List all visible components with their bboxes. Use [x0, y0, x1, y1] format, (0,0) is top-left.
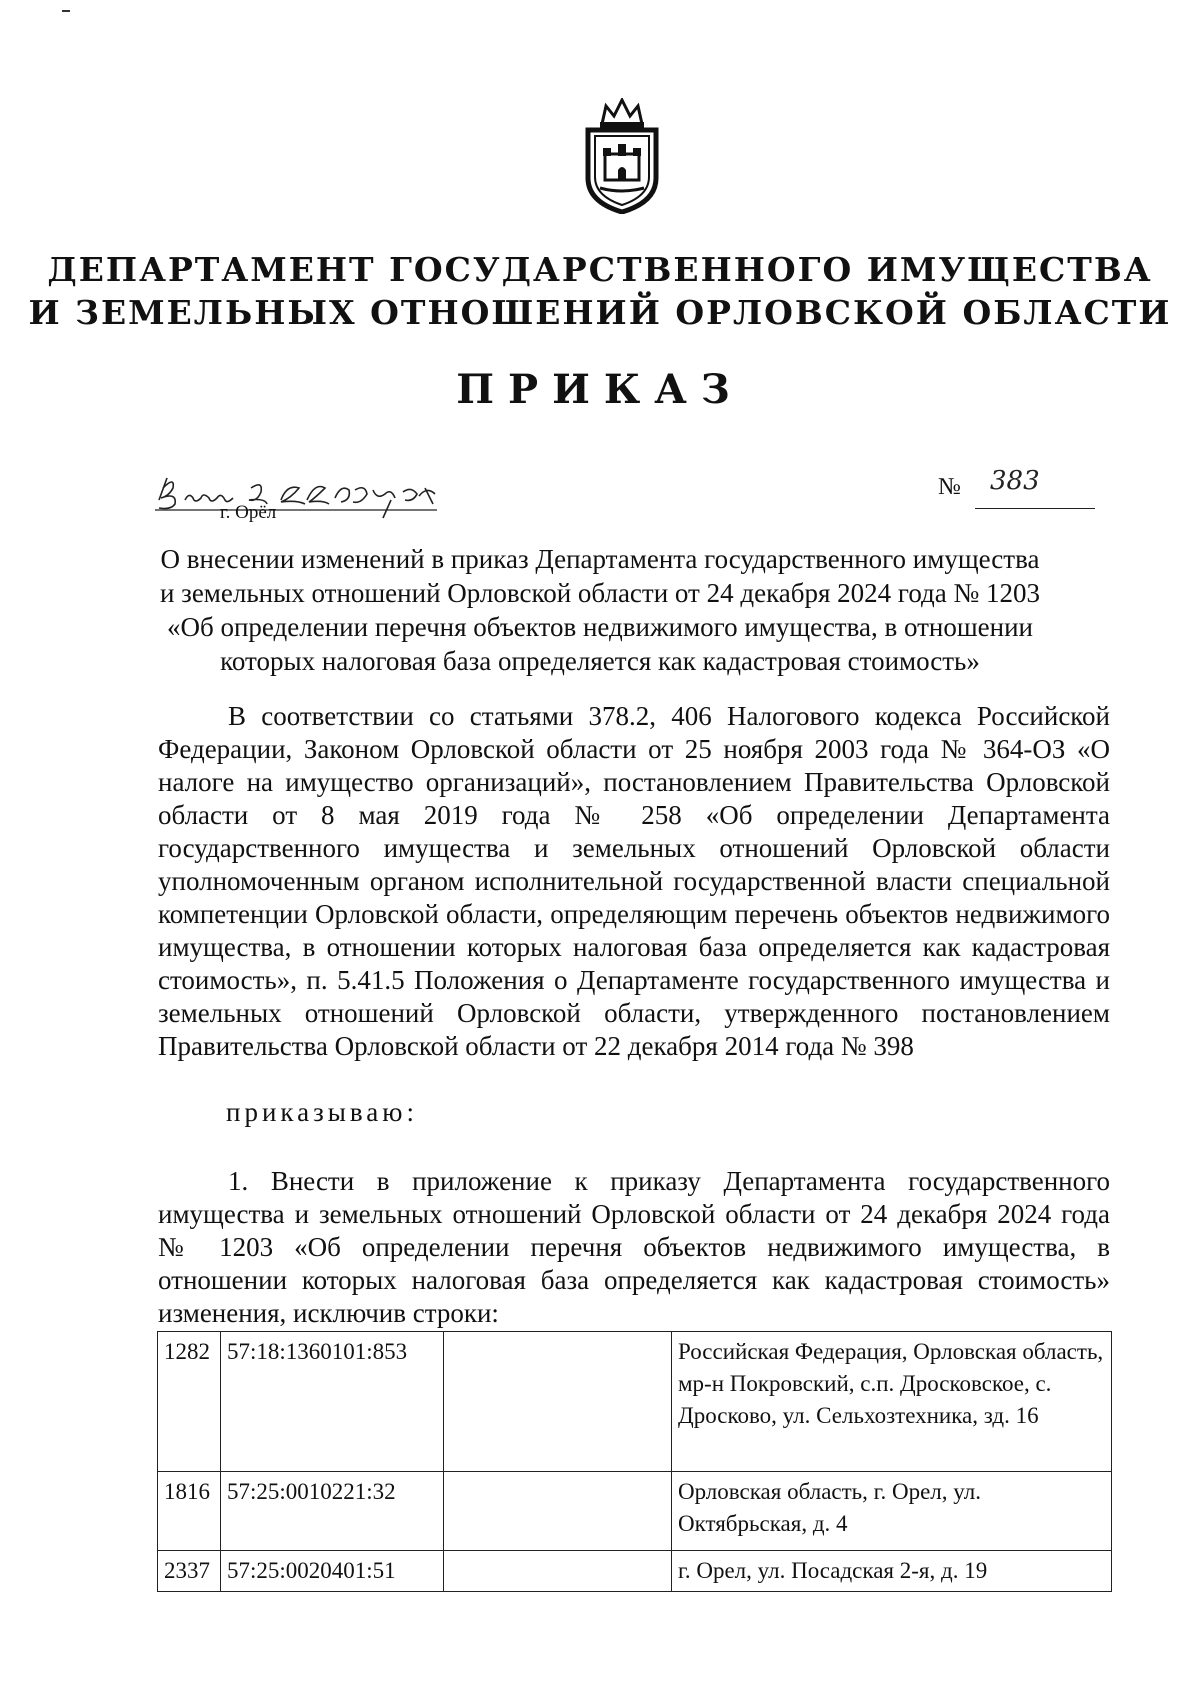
address: г. Орел, ул. Посадская 2-я, д. 19	[672, 1551, 1112, 1592]
row-number: 1282	[158, 1332, 221, 1472]
address: Орловская область, г. Орел, ул. Октябрьская, д. 4	[672, 1472, 1112, 1551]
organization-title-line-1: ДЕПАРТАМЕНТ ГОСУДАРСТВЕННОГО ИМУЩЕСТВА	[47, 250, 1153, 289]
order-number-value: 383	[990, 466, 1040, 496]
empty-cell	[444, 1332, 672, 1472]
order-subject: О внесении изменений в приказ Департамента государственного имущества и земельных отношений Орловской области от 24 декабря 2024 года № 1203 «Об определении перечня объектов недвижимого имущества, в отношении которых налоговая база определяется как кадастровая стоимость»	[159, 544, 1041, 676]
coat-of-arms-icon	[580, 98, 664, 214]
handwritten-date	[155, 470, 440, 520]
scan-mark	[62, 10, 70, 12]
organization-title-line-2: И ЗЕМЕЛЬНЫХ ОТНОШЕНИЙ ОРЛОВСКОЙ ОБЛАСТИ	[28, 293, 1172, 332]
order-word: приказываю:	[226, 1097, 418, 1127]
empty-cell	[444, 1551, 672, 1592]
document-type-title: ПРИКАЗ	[456, 366, 744, 413]
address: Российская Федерация, Орловская область, мр-н Покровский, с.п. Дросковское, с. Дросково, ул. Сельхозтехника, зд. 16	[672, 1332, 1112, 1472]
empty-cell	[444, 1472, 672, 1551]
row-number: 2337	[158, 1551, 221, 1592]
table-row	[158, 1472, 1112, 1551]
table-row	[158, 1551, 1112, 1592]
cadastral-number: 57:18:1360101:853	[221, 1332, 444, 1472]
organization-title	[0, 248, 1200, 334]
table-row	[158, 1332, 1112, 1472]
cadastral-number: 57:25:0020401:51	[221, 1551, 444, 1592]
row-number: 1816	[158, 1472, 221, 1551]
order-number-label: №	[938, 474, 961, 500]
order-number-underline	[975, 508, 1095, 509]
cadastral-number: 57:25:0010221:32	[221, 1472, 444, 1551]
city-label: г. Орёл	[220, 502, 277, 523]
preamble-paragraph: В соответствии со статьями 378.2, 406 Налогового кодекса Российской Федерации, Законом Орловской области от 25 ноября 2003 года № 364-ОЗ «О налоге на имущество организаций», постановлением Правительства Орловской области от 8 мая 2019 года № 258 «Об определении Департамента государственного имущества и земельных отношений Орловской области уполномоченным органом исполнительной государственной власти специальной компетенции Орловской области, определяющим перечень объектов недвижимого имущества, в отношении которых налоговая база определяется как кадастровая стоимость», п. 5.41.5 Положения о Департаменте государственного имущества и земельных отношений Орловской области, утвержденного постановлением Правительства Орловской области от 22 декабря 2014 года № 398	[158, 701, 1110, 1061]
item-1-paragraph: 1. Внести в приложение к приказу Департамента государственного имущества и земельных отношений Орловской области от 24 декабря 2024 года № 1203 «Об определении перечня объектов недвижимого имущества, в отношении которых налоговая база определяется как кадастровая стоимость» изменения, исключив строки:	[158, 1166, 1110, 1328]
excluded-rows-table	[157, 1331, 1112, 1592]
